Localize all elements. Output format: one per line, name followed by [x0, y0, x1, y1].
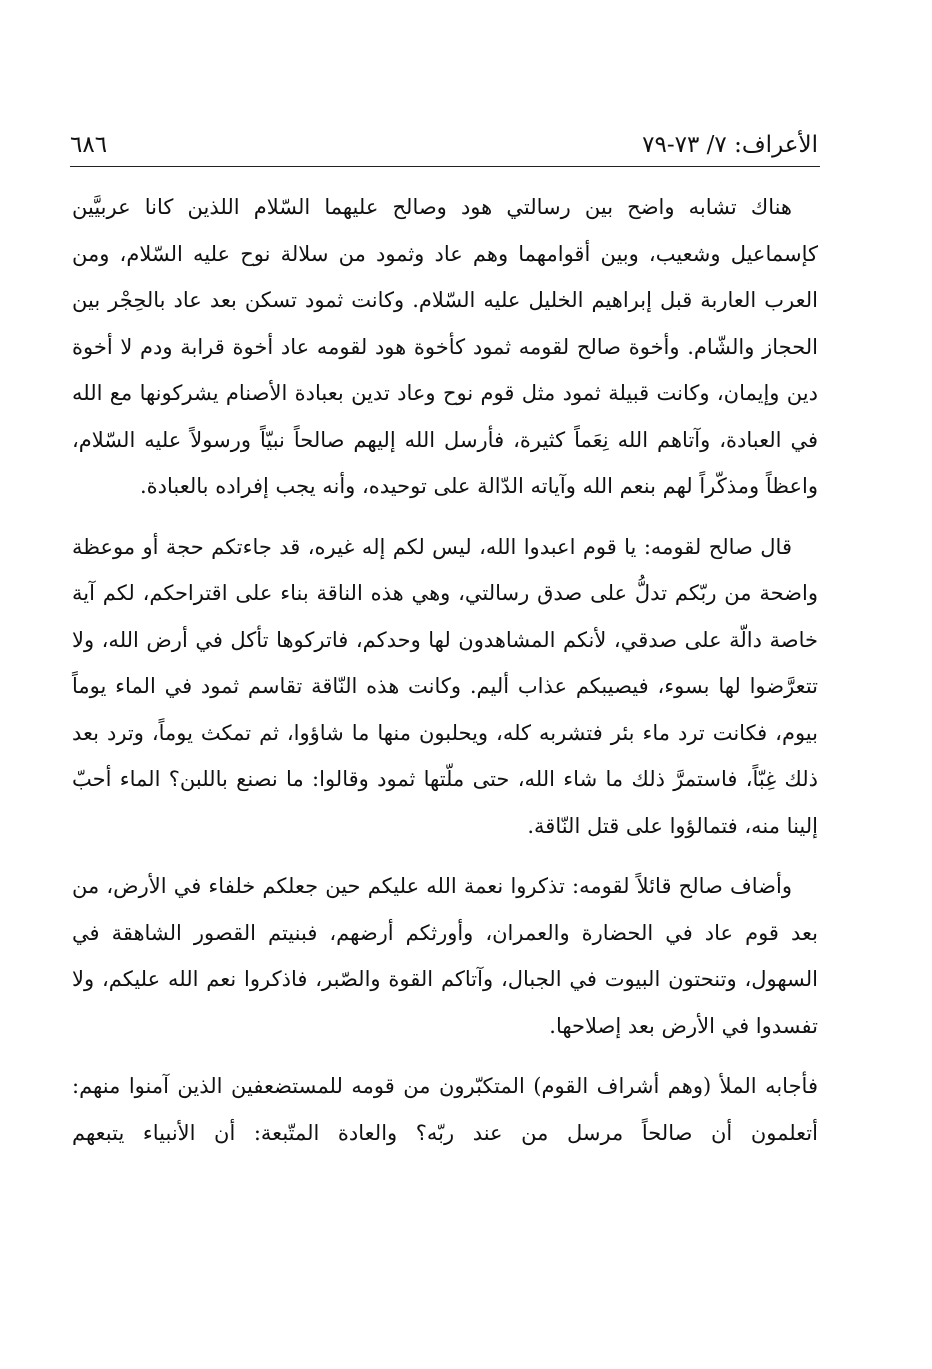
body-text: [72, 184, 818, 1156]
paragraph-3: وأضاف صالح قائلاً لقومه: تذكروا نعمة الله عليكم حين جعلكم خلفاء في الأرض، من بعد قوم عاد في الحضارة والعمران، وأورثكم أرضهم، فبنيتم القصور الشاهقة في السهول، وتنحتون البيوت في الجبال، وآتاكم القوة والصّبر، فاذكروا نعم الله عليكم، ولا تفسدوا في الأرض بعد إصلاحها.: [72, 874, 818, 1038]
paragraph-2: قال صالح لقومه: يا قوم اعبدوا الله، ليس لكم إله غيره، قد جاءتكم حجة أو موعظة واضحة من ربّكم تدلُّ على صدق رسالتي، وهي هذه الناقة بناء على اقتراحكم، لكم آية خاصة دالّة على صدقي، لأنكم المشاهدون لها وحدكم، فاتركوها تأكل في أرض الله، ولا تتعرَّضوا لها بسوء، فيصيبكم عذاب أليم. وكانت هذه النّاقة تقاسم ثمود في الماء يوماً بيوم، فكانت ترد ماء بئر فتشربه كله، ويحلبون منها ما شاؤوا، ثم تمكث يوماً، وترد بعد ذلك غِبّاً، فاستمرَّ ذلك ما شاء الله، حتى ملّتها ثمود وقالوا: ما نصنع باللبن؟ الماء أحبّ إلينا منه، فتمالؤوا على قتل النّاقة.: [72, 534, 818, 838]
page-header: [70, 128, 818, 164]
page-number: ٦٨٦: [70, 132, 108, 158]
header-divider: [70, 166, 820, 167]
running-title: الأعراف: ٧/ ٧٣-٧٩: [642, 132, 818, 158]
paragraph-4: فأجابه الملأ (وهم أشراف القوم) المتكبّرون من قومه للمستضعفين الذين آمنوا منهم: أتعلمون أن صالحاً مرسل من عند ربّه؟ والعادة المتّبعة: أن الأنبياء يتبعهم: [72, 1074, 818, 1145]
paragraph-1: هناك تشابه واضح بين رسالتي هود وصالح عليهما السّلام اللذين كانا عربيَّين كإسماعيل وشعيب، وبين أقوامهما وهم عاد وثمود من سلالة نوح عليه السّلام، ومن العرب العاربة قبل إبراهيم الخليل عليه السّلام. وكانت ثمود تسكن بعد عاد بالحِجْر بين الحجاز والشّام. وأخوة صالح لقومه ثمود كأخوة هود لقومه عاد أخوة قرابة ودم لا أخوة دين وإيمان، وكانت قبيلة ثمود مثل قوم نوح وعاد تدين بعبادة الأصنام يشركونها مع الله في العبادة، وآتاهم الله نِعَماً كثيرة، فأرسل الله إليهم صالحاً نبيّاً ورسولاً عليه السّلام، واعظاً ومذكّراً لهم بنعم الله وآياته الدّالة على توحيده، وأنه يجب إفراده بالعبادة.: [72, 195, 818, 498]
